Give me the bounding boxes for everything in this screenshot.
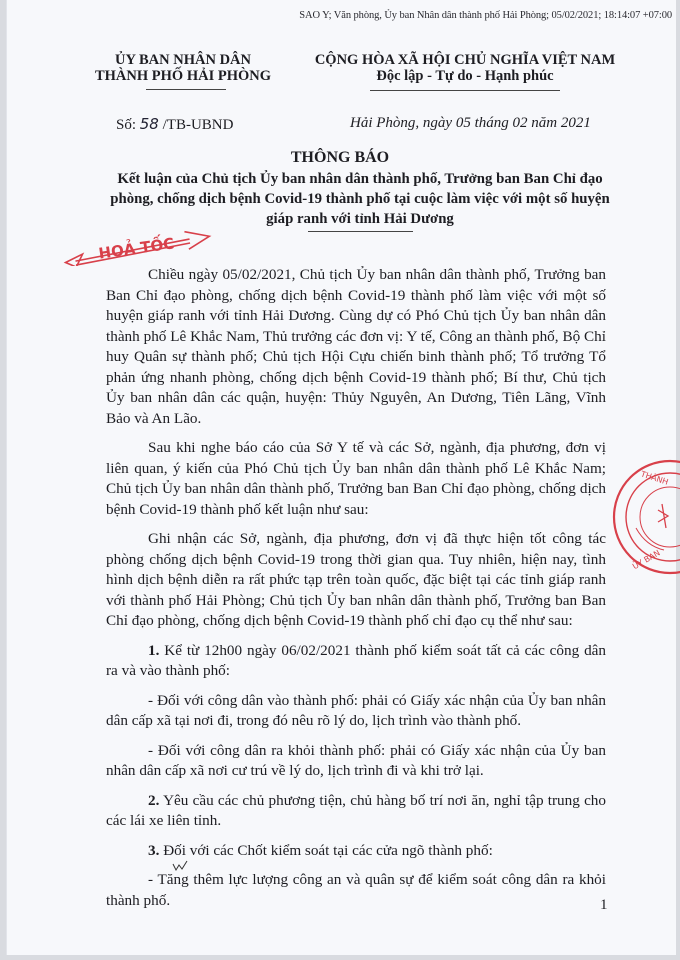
paragraph-report: Sau khi nghe báo cáo của Sở Y tế và các Sở, ngành, địa phương, đơn vị liên quan, ý kiến của Phó Chủ tịch Ủy ban nhân dân thành phố Lê Khắc Nam; Chủ tịch Ủy ban nhân dân thành phố, Trưởng ban Ban Chỉ đạo phòng, chống dịch bệnh Covid-19 thành phố kết luận như sau:	[106, 439, 606, 518]
item-2	[106, 791, 606, 832]
issuer-underline	[146, 89, 226, 90]
item-1a: - Đối với công dân vào thành phố: phải có Giấy xác nhận của Ủy ban nhân dân cấp xã tại nơi đi, trong đó nêu rõ lý do, lịch trình vào thành phố.	[106, 691, 606, 729]
svg-text:THÀNH: THÀNH	[639, 469, 670, 487]
issuer-block	[88, 52, 278, 84]
item-3-text: Đối với các Chốt kiểm soát tại các cửa ngõ thành phố:	[159, 841, 493, 859]
item-1b: - Đối với công dân ra khỏi thành phố: phải có Giấy xác nhận của Ủy ban nhân dân cấp xã nơi cư trú về lý do, lịch trình đi và khi trở lại.	[106, 741, 606, 779]
page-number: 1	[600, 897, 608, 913]
item-3	[106, 841, 606, 862]
subtitle-underline	[308, 231, 413, 232]
number-prefix: Số:	[116, 117, 140, 133]
item-3-number: 3.	[148, 841, 160, 859]
document-body	[106, 265, 606, 920]
item-3a: - Tăng thêm lực lượng công an và quân sự để kiểm soát công dân ra khỏi thành phố.	[106, 871, 606, 909]
item-1	[106, 641, 606, 682]
svg-text:ỦY BAN: ỦY BAN	[631, 548, 662, 572]
national-motto-block	[300, 52, 630, 84]
issuer-line-2: THÀNH PHỐ HẢI PHÒNG	[94, 68, 272, 84]
document-type-title: THÔNG BÁO	[290, 149, 390, 166]
initial-mark-icon	[172, 860, 188, 872]
issuer-line-1: ỦY BAN NHÂN DÂN	[114, 52, 251, 68]
document-number	[116, 115, 233, 134]
official-seal-icon	[606, 458, 680, 576]
item-2-text: Yêu cầu các chủ phương tiện, chủ hàng bố trí nơi ăn, nghỉ tập trung cho các lái xe liên tỉnh.	[106, 791, 606, 829]
number-suffix: /TB-UBND	[158, 117, 234, 133]
urgent-stamp-icon	[60, 226, 220, 266]
svg-text:HOẢ TỐC: HOẢ TỐC	[97, 234, 176, 263]
place-date: Hải Phòng, ngày 05 tháng 02 năm 2021	[350, 115, 591, 131]
paragraph-intro: Chiều ngày 05/02/2021, Chủ tịch Ủy ban nhân dân thành phố, Trưởng ban Ban Chỉ đạo phòng, chống dịch bệnh Covid-19 thành phố làm việc với một số huyện giáp ranh với tỉnh Hải Dương. Cùng dự có Phó Chủ tịch Ủy ban nhân dân thành phố Lê Khắc Nam, Thủ trưởng các đơn vị: Y tế, Công an thành phố, Bộ Chỉ huy Quân sự thành phố; Chủ tịch Hội Cựu chiến binh thành phố; Tổ trưởng Tổ phản ứng nhanh phòng, chống dịch bệnh Covid-19 thành phố; Bí thư, Chủ tịch Ủy ban nhân dân các quận, huyện: Thủy Nguyên, An Dương, Tiên Lãng, Vĩnh Bảo và An Lão.	[106, 266, 606, 427]
item-2-number: 2.	[148, 791, 160, 809]
motto: Độc lập - Tự do - Hạnh phúc	[376, 68, 554, 84]
number-value: 58	[139, 115, 159, 133]
paragraph-acknowledgement: Ghi nhận các Sở, ngành, địa phương, đơn vị đã thực hiện tốt công tác phòng chống dịch bệnh Covid-19 trong thời gian qua. Tuy nhiên, hiện nay, tình hình dịch bệnh diễn ra rất phức tạp trên toàn quốc, đặc biệt tại các tỉnh giáp ranh với thành phố Hải Phòng; Chủ tịch Ủy ban nhân dân thành phố, Trưởng ban Ban Chỉ đạo phòng, chống dịch bệnh Covid-19 thành phố chỉ đạo cụ thể như sau:	[106, 530, 606, 629]
document-subtitle: Kết luận của Chủ tịch Ủy ban nhân dân thành phố, Trưởng ban Ban Chỉ đạo phòng, chống dịch bệnh Covid-19 thành phố tại cuộc làm việc với một số huyện giáp ranh với tỉnh Hải Dương	[110, 171, 610, 227]
digital-copy-note: SAO Y; Văn phòng, Ủy ban Nhân dân thành phố Hải Phòng; 05/02/2021; 18:14:07 +07:00	[299, 10, 672, 21]
item-1-number: 1.	[148, 641, 160, 659]
motto-underline	[370, 90, 560, 91]
nation-name: CỘNG HÒA XÃ HỘI CHỦ NGHĨA VIỆT NAM	[314, 52, 616, 68]
item-1-text: Kể từ 12h00 ngày 06/02/2021 thành phố kiểm soát tất cả các công dân ra và vào thành phố:	[106, 641, 606, 679]
